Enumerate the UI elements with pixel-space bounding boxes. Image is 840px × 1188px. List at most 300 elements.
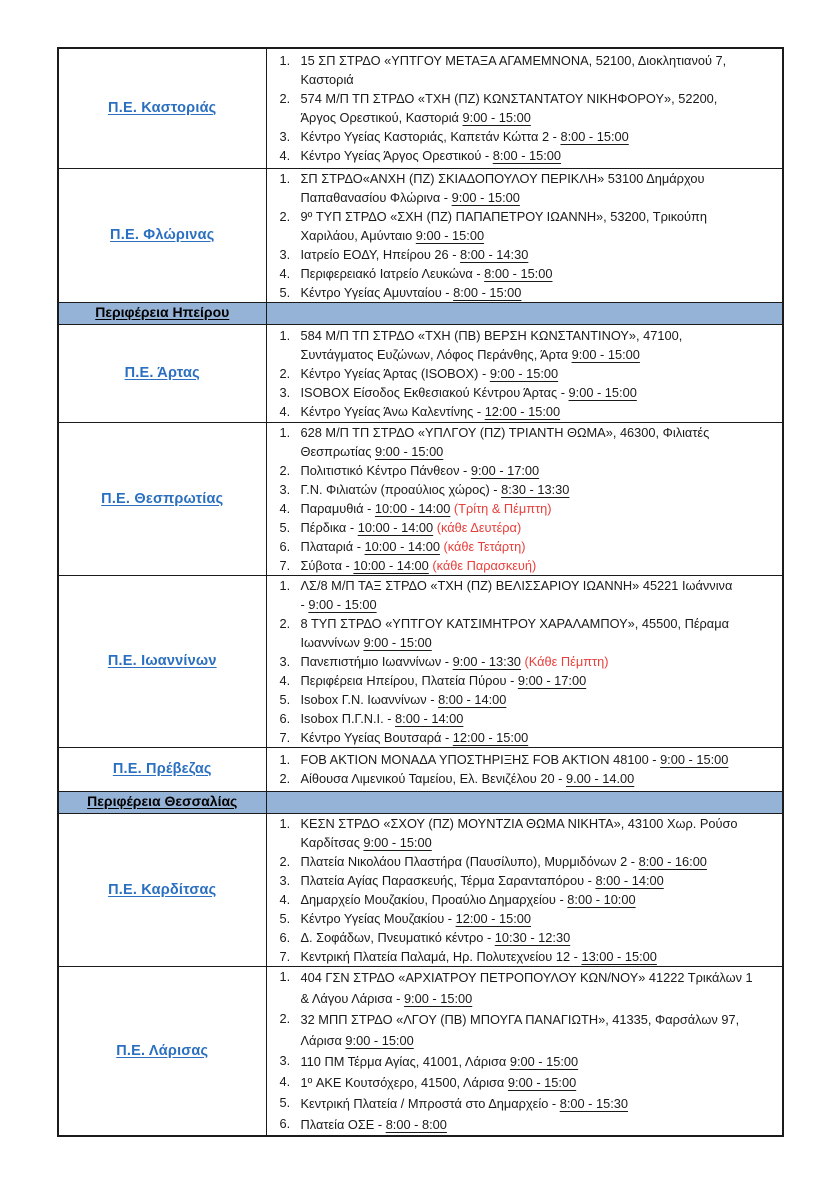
item-line xyxy=(301,814,783,833)
section-band-empty xyxy=(266,791,783,813)
region-row xyxy=(58,575,783,747)
item-line xyxy=(301,461,783,480)
location-text: Παπαθανασίου Φλώρινα - xyxy=(300,189,452,205)
location-text: ΚΕΣΝ ΣΤΡΔΟ «ΣΧΟΥ (ΠΖ) ΜΟΥΝΤΖΙΑ ΘΩΜΑ ΝΙΚΗΤΑ», 43100 Χωρ. Ρούσο xyxy=(300,815,738,831)
item-text xyxy=(301,1009,783,1051)
item-line xyxy=(301,576,783,595)
hours-text: 9:00 - 15:00 xyxy=(415,227,485,243)
item-text xyxy=(301,169,783,207)
item-text xyxy=(301,283,783,302)
hours-text: 13:00 - 15:00 xyxy=(581,948,657,964)
region-label-cell xyxy=(58,966,266,1136)
hours-text: 9:00 - 15:00 xyxy=(509,1053,579,1069)
location-text: 32 ΜΠΠ ΣΤΡΔΟ «ΛΓΟΥ (ΠΒ) ΜΠΟΥΓΑ ΠΑΝΑΓΙΩΤΗ», 41335, Φαρσάλων 97, xyxy=(300,1011,740,1027)
location-text: Άργος Ορεστικού, Καστοριά xyxy=(300,110,463,126)
item-line xyxy=(301,909,783,928)
item-line xyxy=(301,967,783,988)
location-item xyxy=(267,51,783,89)
item-text xyxy=(301,499,783,518)
location-text: ΣΠ ΣΤΡΔΟ«ΑΝΧΗ (ΠΖ) ΣΚΙΑΔΟΠΟΥΛΟΥ ΠΕΡΙΚΛΗ» 53100 Δημάρχου xyxy=(300,170,705,186)
item-line xyxy=(301,890,783,909)
item-text xyxy=(301,264,783,283)
item-number: 5. xyxy=(279,1094,291,1110)
region-link[interactable]: Π.Ε. Λάρισας xyxy=(116,1042,209,1059)
location-text: ΛΣ/8 Μ/Π ΤΑΞ ΣΤΡΔΟ «ΤΧΗ (ΠΖ) ΒΕΛΙΣΣΑΡΙΟΥ ΙΩΑΝΝΗ» 45221 Ιωάννινα xyxy=(300,577,733,593)
hours-text: 12:00 - 15:00 xyxy=(455,910,532,926)
region-link[interactable]: Π.Ε. Πρέβεζας xyxy=(112,761,212,777)
location-text: Δημαρχείο Μουζακίου, Προαύλιο Δημαρχείου - xyxy=(300,891,568,907)
item-text xyxy=(301,671,783,690)
item-line xyxy=(301,423,783,442)
item-line xyxy=(301,769,783,788)
item-number: 1. xyxy=(279,752,291,767)
item-number: 3. xyxy=(279,129,291,145)
location-item xyxy=(267,728,783,747)
item-number: 3. xyxy=(279,872,291,888)
location-item xyxy=(267,423,783,461)
item-text xyxy=(301,769,783,788)
location-item xyxy=(267,537,783,556)
item-line xyxy=(301,127,783,146)
region-link[interactable]: Π.Ε. Καστοριάς xyxy=(108,100,217,117)
item-text xyxy=(301,1093,783,1114)
location-item xyxy=(267,909,783,928)
location-item xyxy=(267,709,783,728)
region-label-cell xyxy=(58,168,266,302)
item-number: 2. xyxy=(279,365,291,381)
region-items-cell xyxy=(266,575,783,747)
region-label-cell xyxy=(58,575,266,747)
item-line xyxy=(301,1009,783,1030)
item-line xyxy=(301,108,783,127)
item-text xyxy=(301,461,783,480)
location-text: 584 Μ/Π ΤΠ ΣΤΡΔΟ «ΤΧΗ (ΠΒ) ΒΕΡΣΗ ΚΩΝΣΤΑΝΤΙΝΟΥ», 47100, xyxy=(300,327,683,343)
hours-text: 9:00 - 15:00 xyxy=(345,1032,414,1048)
item-line xyxy=(301,750,783,769)
location-item xyxy=(267,461,783,480)
item-text xyxy=(301,871,783,890)
location-text: Πλατεία Αγίας Παρασκευής, Τέρμα Σαρανταπόρου - xyxy=(300,872,596,888)
hours-text: 8:00 - 14:00 xyxy=(438,691,507,707)
hours-text: 8:00 - 15:00 xyxy=(453,284,522,300)
location-item xyxy=(267,480,783,499)
location-text: Κέντρο Υγείας Άργος Ορεστικού - xyxy=(300,148,493,164)
item-line xyxy=(301,988,783,1009)
location-text: Isobox Π.Γ.Ν.Ι. - xyxy=(300,710,396,726)
item-line xyxy=(301,833,783,852)
item-text xyxy=(301,51,783,89)
item-line xyxy=(301,245,783,264)
item-text xyxy=(301,537,783,556)
location-item xyxy=(267,928,783,947)
hours-text: 9:00 - 17:00 xyxy=(470,462,540,478)
item-number: 4. xyxy=(279,1073,291,1089)
item-text xyxy=(301,364,783,383)
item-number: 4. xyxy=(279,500,291,516)
item-text xyxy=(301,146,783,165)
section-header-label: Περιφέρεια Θεσσαλίας xyxy=(87,793,238,809)
location-text: Κεντρική Πλατεία Παλαμά, Ηρ. Πολυτεχνείου 12 - xyxy=(300,948,582,964)
location-item xyxy=(267,364,783,383)
item-text xyxy=(301,750,783,769)
item-line xyxy=(301,518,783,537)
region-label-cell xyxy=(58,747,266,791)
item-number: 7. xyxy=(279,948,291,964)
item-line xyxy=(301,947,783,966)
hours-text: 9:00 - 15:00 xyxy=(462,110,531,126)
item-number: 4. xyxy=(279,403,291,419)
location-text: Πέρδικα - xyxy=(300,519,358,535)
item-line xyxy=(301,709,783,728)
hours-text: 8:00 - 10:00 xyxy=(567,891,636,907)
item-line xyxy=(301,70,783,89)
item-text xyxy=(301,326,783,364)
location-text: Γ.Ν. Φιλιατών (προαύλιος χώρος) - xyxy=(300,481,502,497)
location-item xyxy=(267,1093,783,1114)
location-item xyxy=(267,89,783,127)
item-line xyxy=(301,283,783,302)
item-line xyxy=(301,402,783,421)
item-text xyxy=(301,245,783,264)
item-number: 5. xyxy=(279,519,291,535)
item-number: 3. xyxy=(279,246,291,262)
hours-text: 9:00 - 15:00 xyxy=(451,189,520,205)
region-link[interactable]: Π.Ε. Ιωαννίνων xyxy=(107,653,217,669)
location-text: - xyxy=(300,596,309,612)
hours-text: 12:00 - 15:00 xyxy=(484,403,561,419)
region-items-cell xyxy=(266,48,783,168)
location-item xyxy=(267,690,783,709)
item-number: 4. xyxy=(279,891,291,907)
hours-text: 9:00 - 15:00 xyxy=(363,834,432,850)
item-line xyxy=(301,671,783,690)
item-number: 2. xyxy=(279,615,291,631)
section-band-empty xyxy=(266,302,783,324)
location-item xyxy=(267,652,783,671)
region-row xyxy=(58,966,783,1136)
section-band-row xyxy=(58,302,783,324)
section-header-cell xyxy=(58,791,266,813)
item-text xyxy=(301,89,783,127)
location-text: Λάρισα xyxy=(300,1032,346,1048)
location-item xyxy=(267,671,783,690)
region-items-cell xyxy=(266,422,783,575)
hours-text: 8:00 - 8:00 xyxy=(385,1116,447,1132)
item-text xyxy=(301,1072,783,1093)
item-line xyxy=(301,556,783,575)
hours-text: 9:00 - 15:00 xyxy=(363,634,432,650)
location-item xyxy=(267,402,783,421)
location-item xyxy=(267,947,783,966)
location-text: Κέντρο Υγείας Άνω Καλεντίνης - xyxy=(300,403,485,419)
location-text: Ιατρείο ΕΟΔΥ, Ηπείρου 26 - xyxy=(300,246,461,262)
table-body xyxy=(58,48,783,1136)
item-number: 1. xyxy=(279,968,291,984)
hours-text: 9.00 - 14.00 xyxy=(565,771,635,786)
section-header-cell xyxy=(58,302,266,324)
item-line xyxy=(301,690,783,709)
location-item xyxy=(267,852,783,871)
location-text: Περιφερειακό Ιατρείο Λευκώνα - xyxy=(300,265,485,281)
item-line xyxy=(301,169,783,188)
hours-text: 9:00 - 13:30 xyxy=(452,653,521,669)
location-item xyxy=(267,207,783,245)
item-line xyxy=(301,188,783,207)
location-item xyxy=(267,1051,783,1072)
item-text xyxy=(301,480,783,499)
location-item xyxy=(267,499,783,518)
item-text xyxy=(301,1051,783,1072)
item-number: 1. xyxy=(279,815,291,831)
item-text xyxy=(301,556,783,575)
item-number: 5. xyxy=(279,910,291,926)
location-text: 1º ΑΚΕ Κουτσόχερο, 41500, Λάρισα xyxy=(300,1074,508,1090)
item-number: 1. xyxy=(279,53,291,69)
item-line xyxy=(301,928,783,947)
item-number: 5. xyxy=(279,284,291,300)
item-line xyxy=(301,871,783,890)
location-text: 8 ΤΥΠ ΣΤΡΔΟ «ΥΠΤΓΟΥ ΚΑΤΣΙΜΗΤΡΟΥ ΧΑΡΑΛΑΜΠΟΥ», 45500, Πέραμα xyxy=(300,615,729,631)
location-text: Κέντρο Υγείας Αμυνταίου - xyxy=(300,284,454,300)
item-text xyxy=(301,814,783,852)
location-text: Isobox Γ.Ν. Ιωαννίνων - xyxy=(300,691,439,707)
day-note-text: (Κάθε Πέμπτη) xyxy=(520,653,609,669)
item-number: 4. xyxy=(279,672,291,688)
location-item xyxy=(267,871,783,890)
location-text: Αίθουσα Λιμενικού Ταμείου, Ελ. Βενιζέλου 20 - xyxy=(300,771,566,786)
region-items-cell xyxy=(266,813,783,966)
location-item xyxy=(267,383,783,402)
hours-text: 9:00 - 17:00 xyxy=(517,672,587,688)
item-number: 3. xyxy=(279,384,291,400)
location-text: FOB AKTION ΜΟΝΑΔΑ ΥΠΟΣΤΗΡΙΞΗΣ FOB AKTION 48100 - xyxy=(300,752,661,767)
location-item xyxy=(267,769,783,788)
region-row xyxy=(58,747,783,791)
item-line xyxy=(301,652,783,671)
location-item xyxy=(267,750,783,769)
location-text: Κεντρική Πλατεία / Μπροστά στο Δημαρχείο - xyxy=(300,1095,560,1111)
location-text: Θεσπρωτίας xyxy=(300,443,375,459)
item-number: 1. xyxy=(279,327,291,343)
region-link[interactable]: Π.Ε. Άρτας xyxy=(124,365,200,381)
location-text: Κέντρο Υγείας Βουτσαρά - xyxy=(300,729,453,745)
hours-text: 10:00 - 14:00 xyxy=(374,500,451,516)
section-header-label: Περιφέρεια Ηπείρου xyxy=(95,304,230,320)
item-number: 7. xyxy=(279,557,291,573)
region-link[interactable]: Π.Ε. Φλώρινας xyxy=(110,227,215,243)
location-text: Σύβοτα - xyxy=(300,557,354,573)
item-line xyxy=(301,633,783,652)
item-text xyxy=(301,909,783,928)
location-text: Παραμυθιά - xyxy=(300,500,375,516)
item-number: 2. xyxy=(279,462,291,478)
location-text: Πλαταριά - xyxy=(300,538,365,554)
hours-text: 12:00 - 15:00 xyxy=(452,729,529,745)
item-text xyxy=(301,576,783,614)
hours-text: 8:00 - 14:00 xyxy=(395,710,464,726)
item-number: 6. xyxy=(279,1115,291,1131)
region-link[interactable]: Π.Ε. Καρδίτσας xyxy=(108,881,217,898)
item-line xyxy=(301,345,783,364)
item-line xyxy=(301,537,783,556)
item-text xyxy=(301,652,783,671)
location-item xyxy=(267,1114,783,1135)
item-line xyxy=(301,852,783,871)
hours-text: 8:00 - 16:00 xyxy=(638,853,707,869)
item-number: 5. xyxy=(279,691,291,707)
region-label-cell xyxy=(58,813,266,966)
item-text xyxy=(301,852,783,871)
vaccination-locations-table xyxy=(57,47,784,1137)
location-item xyxy=(267,245,783,264)
location-text: Πανεπιστήμιο Ιωαννίνων - xyxy=(300,653,453,669)
item-text xyxy=(301,402,783,421)
item-line xyxy=(301,1114,783,1135)
item-number: 6. xyxy=(279,538,291,554)
item-line xyxy=(301,226,783,245)
item-line xyxy=(301,326,783,345)
location-text: 15 ΣΠ ΣΤΡΔΟ «ΥΠΤΓΟΥ ΜΕΤΑΞΑ ΑΓΑΜΕΜΝΟΝΑ, 52100, Διοκλητιανού 7, xyxy=(300,53,727,69)
location-item xyxy=(267,814,783,852)
item-line xyxy=(301,146,783,165)
item-line xyxy=(301,89,783,108)
location-item xyxy=(267,146,783,165)
item-number: 6. xyxy=(279,710,291,726)
hours-text: 8:30 - 13:30 xyxy=(501,481,570,497)
location-item xyxy=(267,169,783,207)
item-number: 4. xyxy=(279,148,291,164)
location-text: 628 Μ/Π ΤΠ ΣΤΡΔΟ «ΥΠΛΓΟΥ (ΠΖ) ΤΡΙΑΝΤΗ ΘΩΜΑ», 46300, Φιλιατές xyxy=(300,424,710,440)
location-text: 404 ΓΣΝ ΣΤΡΔΟ «ΑΡΧΙΑΤΡΟΥ ΠΕΤΡΟΠΟΥΛΟΥ ΚΩΝ/ΝΟΥ» 41222 Τρικάλων 1 xyxy=(300,969,753,985)
hours-text: 9:00 - 15:00 xyxy=(403,990,473,1006)
hours-text: 9:00 - 15:00 xyxy=(571,346,640,362)
region-items-cell xyxy=(266,168,783,302)
location-text: Χαριλάου, Αμύνταιο xyxy=(300,227,416,243)
region-items-cell xyxy=(266,747,783,791)
item-text xyxy=(301,690,783,709)
item-line xyxy=(301,1072,783,1093)
item-number: 2. xyxy=(279,1010,291,1026)
location-item xyxy=(267,326,783,364)
location-text: Δ. Σοφάδων, Πνευματικό κέντρο - xyxy=(300,929,495,945)
location-item xyxy=(267,890,783,909)
item-text xyxy=(301,947,783,966)
item-text xyxy=(301,127,783,146)
location-item xyxy=(267,967,783,1009)
location-text: Συντάγματος Ευζώνων, Λόφος Περάνθης, Άρτα xyxy=(300,346,572,362)
location-text: 9º ΤΥΠ ΣΤΡΔΟ «ΣΧΗ (ΠΖ) ΠΑΠΑΠΕΤΡΟΥ ΙΩΑΝΝΗ», 53200, Τρικούπη xyxy=(300,208,707,224)
item-text xyxy=(301,207,783,245)
region-label-cell xyxy=(58,422,266,575)
location-item xyxy=(267,518,783,537)
region-link[interactable]: Π.Ε. Θεσπρωτίας xyxy=(101,490,224,507)
day-note-text: (κάθε Τετάρτη) xyxy=(439,538,526,554)
day-note-text: (κάθε Παρασκευή) xyxy=(428,557,537,573)
hours-text: 8:00 - 15:00 xyxy=(484,265,553,281)
hours-text: 8:00 - 14:00 xyxy=(595,872,664,888)
hours-text: 9:00 - 15:00 xyxy=(568,384,637,400)
item-number: 4. xyxy=(279,265,291,281)
location-item xyxy=(267,556,783,575)
hours-text: 8:00 - 15:30 xyxy=(559,1095,629,1111)
item-number: 6. xyxy=(279,929,291,945)
item-number: 2. xyxy=(279,771,291,786)
location-text: Καρδίτσας xyxy=(300,834,364,850)
location-text: Κέντρο Υγείας Μουζακίου - xyxy=(300,910,456,926)
item-number: 1. xyxy=(279,170,291,186)
hours-text: 9:00 - 15:00 xyxy=(660,752,729,767)
item-number: 1. xyxy=(279,577,291,593)
location-text: ISOBOX Είσοδος Εκθεσιακού Κέντρου Άρτας - xyxy=(300,384,569,400)
item-number: 2. xyxy=(279,208,291,224)
item-text xyxy=(301,728,783,747)
item-line xyxy=(301,1093,783,1114)
item-number: 1. xyxy=(279,424,291,440)
item-line xyxy=(301,614,783,633)
item-number: 3. xyxy=(279,653,291,669)
hours-text: 9:00 - 15:00 xyxy=(489,365,559,381)
item-number: 2. xyxy=(279,91,291,107)
region-row xyxy=(58,168,783,302)
location-item xyxy=(267,264,783,283)
item-text xyxy=(301,383,783,402)
item-number: 7. xyxy=(279,729,291,745)
item-line xyxy=(301,264,783,283)
location-text: Πλατεία Νικολάου Πλαστήρα (Παυσίλυπο), Μυρμιδόνων 2 - xyxy=(300,853,639,869)
hours-text: 9:00 - 15:00 xyxy=(507,1074,577,1090)
region-row xyxy=(58,813,783,966)
item-line xyxy=(301,1051,783,1072)
day-note-text: (κάθε Δευτέρα) xyxy=(433,519,522,535)
item-line xyxy=(301,499,783,518)
location-text: Πολιτιστικό Κέντρο Πάνθεον - xyxy=(300,462,471,478)
location-item xyxy=(267,127,783,146)
region-row xyxy=(58,422,783,575)
item-text xyxy=(301,709,783,728)
item-text xyxy=(301,518,783,537)
item-text xyxy=(301,1114,783,1135)
location-text: Καστοριά xyxy=(300,72,354,88)
item-line xyxy=(301,442,783,461)
section-band-row xyxy=(58,791,783,813)
location-text: Πλατεία ΟΣΕ - xyxy=(300,1116,386,1132)
region-items-cell xyxy=(266,966,783,1136)
location-text: Ιωαννίνων xyxy=(300,634,364,650)
hours-text: 9:00 - 15:00 xyxy=(308,596,377,612)
item-line xyxy=(301,364,783,383)
item-text xyxy=(301,928,783,947)
item-number: 2. xyxy=(279,853,291,869)
location-item xyxy=(267,576,783,614)
region-label-cell xyxy=(58,48,266,168)
item-line xyxy=(301,480,783,499)
day-note-text: (Τρίτη & Πέμπτη) xyxy=(450,500,552,516)
location-item xyxy=(267,283,783,302)
item-text xyxy=(301,614,783,652)
hours-text: 9:00 - 15:00 xyxy=(375,443,444,459)
location-text: & Λάγου Λάρισα - xyxy=(300,990,404,1006)
item-line xyxy=(301,1030,783,1051)
location-text: Κέντρο Υγείας Άρτας (ISOBOX) - xyxy=(300,365,490,381)
hours-text: 8:00 - 14:30 xyxy=(460,246,529,262)
location-text: 574 Μ/Π ΤΠ ΣΤΡΔΟ «ΤΧΗ (ΠΖ) ΚΩΝΣΤΑΝΤΑΤΟΥ ΝΙΚΗΦΟΡΟΥ», 52200, xyxy=(300,91,718,107)
hours-text: 10:00 - 14:00 xyxy=(357,519,434,535)
item-line xyxy=(301,728,783,747)
item-line xyxy=(301,595,783,614)
item-text xyxy=(301,423,783,461)
hours-text: 10:30 - 12:30 xyxy=(494,929,571,945)
location-text: 110 ΠΜ Τέρμα Αγίας, 41001, Λάρισα xyxy=(300,1053,510,1069)
